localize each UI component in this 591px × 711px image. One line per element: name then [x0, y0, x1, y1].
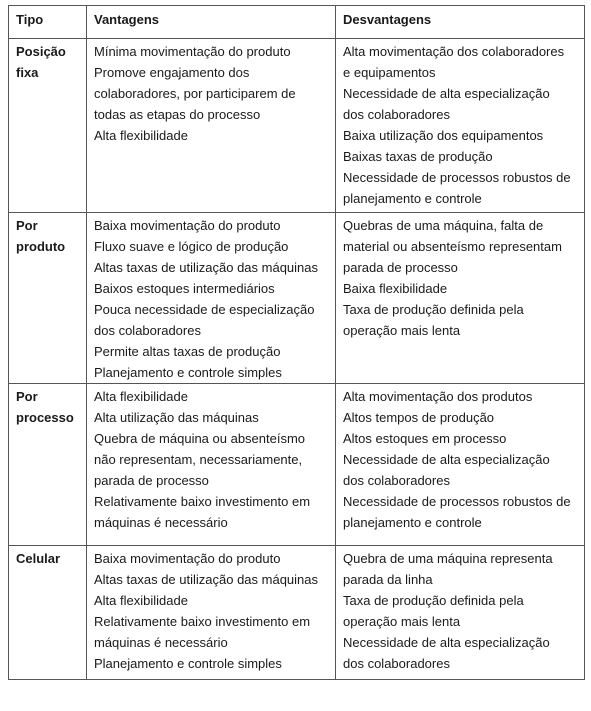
vantagem-line: Mínima movimentação do produto	[94, 44, 291, 59]
desvantagens-cell	[336, 384, 585, 546]
vantagens-cell	[87, 384, 336, 546]
tipo-line: fixa	[16, 65, 39, 80]
vantagem-line: Permite altas taxas de produção	[94, 344, 281, 359]
desvantagem-line: material ou absenteísmo representam	[343, 239, 562, 254]
vantagem-line: Altas taxas de utilização das máquinas	[94, 572, 319, 587]
vantagens-cell	[87, 546, 336, 680]
desvantagem-line: planejamento e controle	[343, 515, 482, 530]
desvantagem-line: Taxa de produção definida pela	[343, 593, 524, 608]
vantagem-line: máquinas é necessário	[94, 635, 228, 650]
vantagem-line: Baixa movimentação do produto	[94, 551, 281, 566]
desvantagem-line: Necessidade de processos robustos de	[343, 170, 571, 185]
vantagem-line: Relativamente baixo investimento em	[94, 494, 311, 509]
vantagem-line: Planejamento e controle simples	[94, 365, 282, 380]
tipo-cell	[9, 39, 87, 213]
header-vantagens: Vantagens	[87, 6, 336, 39]
vantagem-line: colaboradores, por participarem de	[94, 86, 296, 101]
vantagem-line: Baixa movimentação do produto	[94, 218, 281, 233]
table-row	[9, 213, 585, 384]
desvantagem-line: operação mais lenta	[343, 614, 461, 629]
desvantagem-line: Alta movimentação dos produtos	[343, 389, 533, 404]
desvantagem-line: Baixas taxas de produção	[343, 149, 493, 164]
header-tipo: Tipo	[9, 6, 87, 39]
desvantagem-line: parada da linha	[343, 572, 433, 587]
vantagem-line: Planejamento e controle simples	[94, 656, 282, 671]
desvantagem-line: Necessidade de alta especialização	[343, 635, 550, 650]
desvantagem-line: dos colaboradores	[343, 107, 450, 122]
desvantagem-line: Taxa de produção definida pela	[343, 302, 524, 317]
desvantagem-line: planejamento e controle	[343, 191, 482, 206]
desvantagem-line: Baixa utilização dos equipamentos	[343, 128, 544, 143]
header-desvantagens: Desvantagens	[336, 6, 585, 39]
vantagem-line: Alta utilização das máquinas	[94, 410, 259, 425]
desvantagem-line: parada de processo	[343, 260, 458, 275]
vantagem-line: Fluxo suave e lógico de produção	[94, 239, 289, 254]
vantagem-line: todas as etapas do processo	[94, 107, 261, 122]
desvantagem-line: e equipamentos	[343, 65, 436, 80]
tipo-cell	[9, 213, 87, 384]
vantagem-line: Quebra de máquina ou absenteísmo	[94, 431, 306, 446]
desvantagem-line: dos colaboradores	[343, 656, 450, 671]
desvantagem-line: Necessidade de processos robustos de	[343, 494, 571, 509]
desvantagem-line: Altos estoques em processo	[343, 431, 507, 446]
vantagem-line: Alta flexibilidade	[94, 389, 188, 404]
vantagem-line: máquinas é necessário	[94, 515, 228, 530]
desvantagens-cell	[336, 39, 585, 213]
vantagem-line: Altas taxas de utilização das máquinas	[94, 260, 319, 275]
tipo-line: Por	[16, 218, 38, 233]
desvantagem-line: Baixa flexibilidade	[343, 281, 448, 296]
desvantagem-line: Necessidade de alta especialização	[343, 86, 550, 101]
vantagem-line: Alta flexibilidade	[94, 593, 188, 608]
desvantagens-cell	[336, 546, 585, 680]
tipo-cell	[9, 546, 87, 680]
vantagem-line: Promove engajamento dos	[94, 65, 250, 80]
desvantagem-line: operação mais lenta	[343, 323, 461, 338]
layout-comparison-table	[8, 5, 585, 680]
vantagem-line: não representam, necessariamente,	[94, 452, 303, 467]
desvantagens-cell	[336, 213, 585, 384]
vantagens-cell	[87, 39, 336, 213]
table-row	[9, 546, 585, 680]
desvantagem-line: dos colaboradores	[343, 473, 450, 488]
vantagem-line: Baixos estoques intermediários	[94, 281, 275, 296]
tipo-line: processo	[16, 410, 74, 425]
tipo-line: Posição	[16, 44, 66, 59]
vantagem-line: Pouca necessidade de especialização	[94, 302, 315, 317]
vantagens-cell	[87, 213, 336, 384]
desvantagem-line: Necessidade de alta especialização	[343, 452, 550, 467]
tipo-line: produto	[16, 239, 66, 254]
header-row	[9, 6, 585, 39]
vantagem-line: dos colaboradores	[94, 323, 201, 338]
tipo-line: Celular	[16, 551, 61, 566]
desvantagem-line: Quebra de uma máquina representa	[343, 551, 553, 566]
desvantagem-line: Quebras de uma máquina, falta de	[343, 218, 544, 233]
tipo-cell	[9, 384, 87, 546]
table-row	[9, 39, 585, 213]
table-row	[9, 384, 585, 546]
vantagem-line: Relativamente baixo investimento em	[94, 614, 311, 629]
vantagem-line: parada de processo	[94, 473, 209, 488]
tipo-line: Por	[16, 389, 38, 404]
desvantagem-line: Alta movimentação dos colaboradores	[343, 44, 565, 59]
vantagem-line: Alta flexibilidade	[94, 128, 188, 143]
desvantagem-line: Altos tempos de produção	[343, 410, 495, 425]
